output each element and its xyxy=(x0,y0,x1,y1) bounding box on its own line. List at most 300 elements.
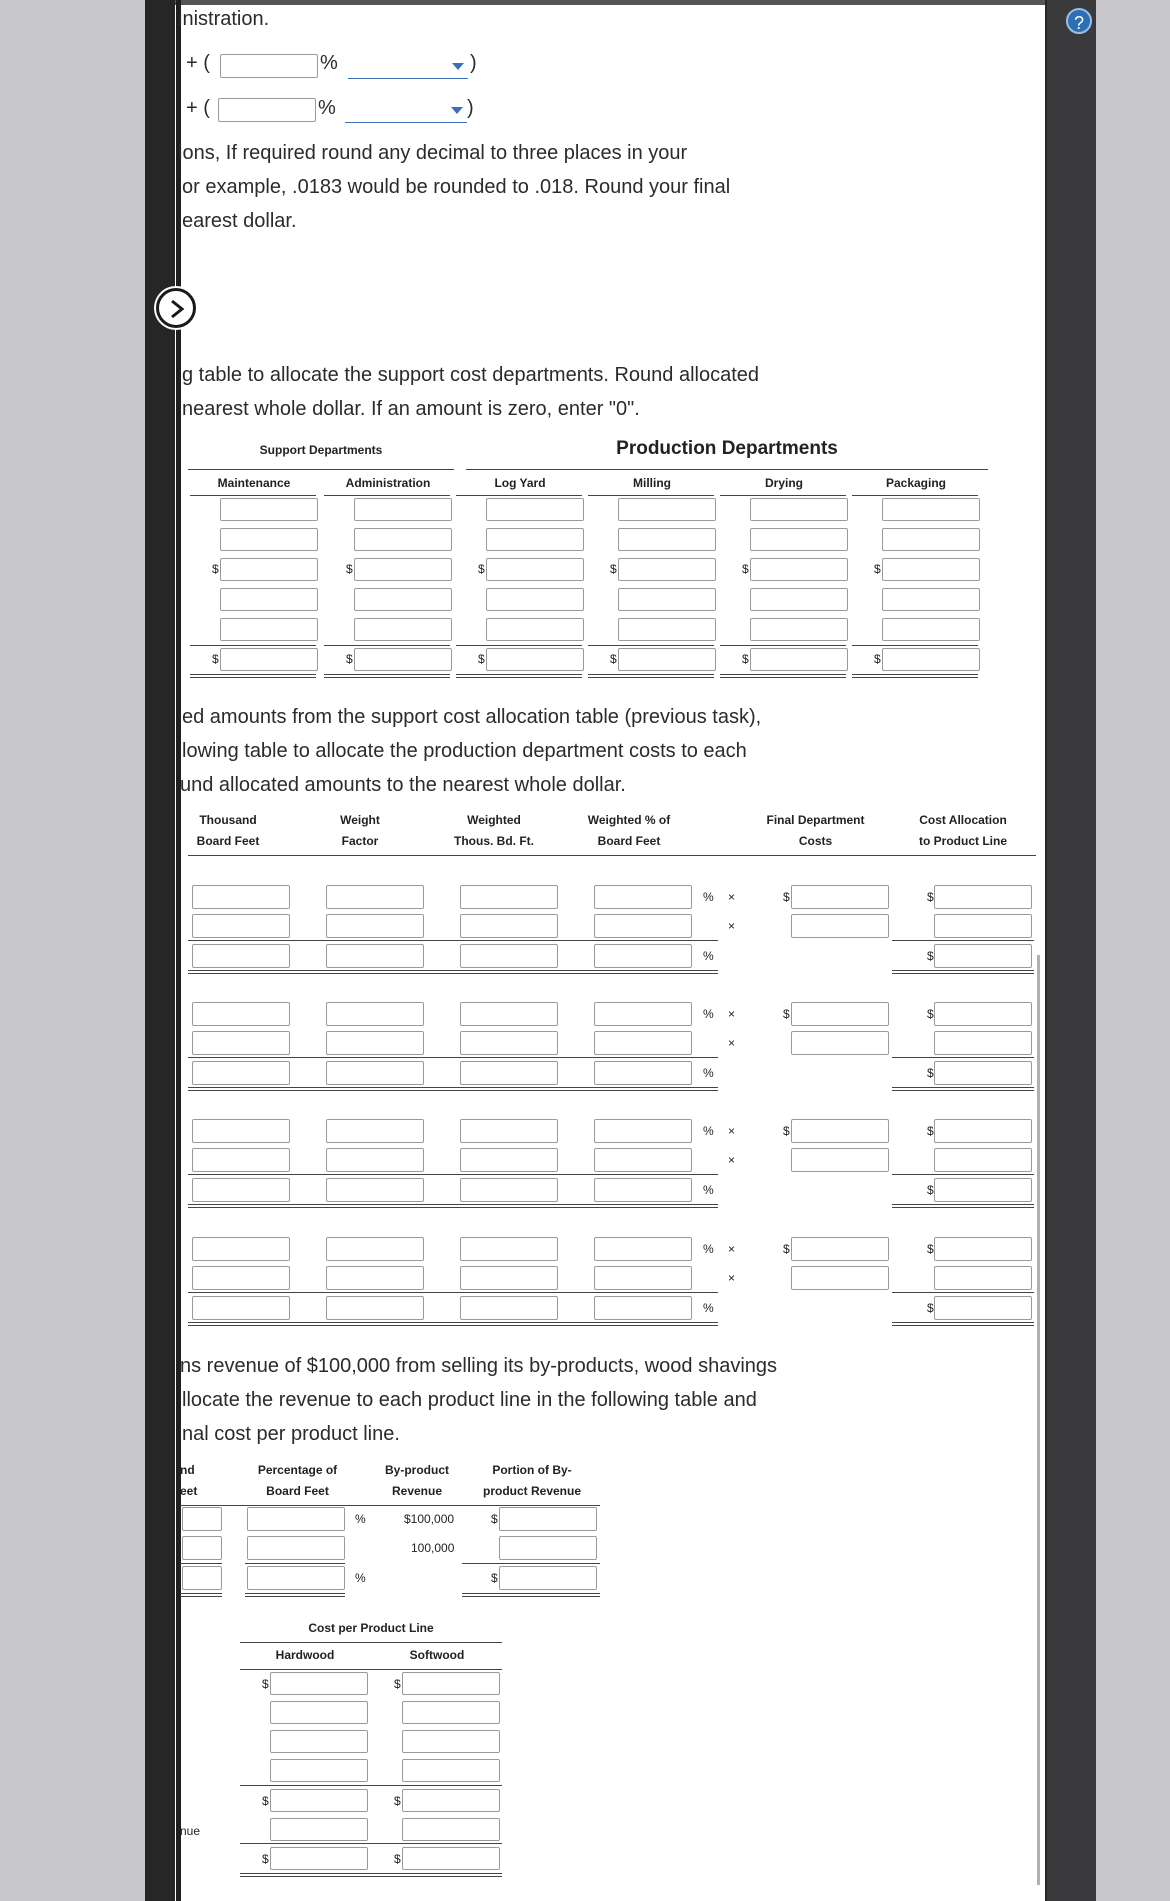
allocation-input[interactable] xyxy=(460,1178,558,1202)
allocation-input[interactable] xyxy=(594,914,692,938)
currency-sign: $ xyxy=(478,562,485,576)
currency-sign: $ xyxy=(346,652,353,666)
total-rule xyxy=(188,1292,718,1293)
currency-sign: $ xyxy=(783,1242,790,1256)
row1-plus: + ( xyxy=(186,52,210,74)
total-rule xyxy=(588,645,714,646)
percent-sign: % xyxy=(703,1242,714,1256)
product-cost-input[interactable] xyxy=(402,1789,500,1812)
allocation-input[interactable] xyxy=(460,1296,558,1320)
row2-plus: + ( xyxy=(186,97,210,119)
cost-allocation-input[interactable] xyxy=(934,885,1032,909)
support-departments-header: Support Departments xyxy=(259,443,383,457)
final-cost-input[interactable] xyxy=(791,1237,889,1261)
allocation-input[interactable] xyxy=(460,1061,558,1085)
allocation-input[interactable] xyxy=(882,618,980,641)
allocation-input[interactable] xyxy=(326,1178,424,1202)
allocation-input[interactable] xyxy=(594,1266,692,1290)
part5-title-rule xyxy=(240,1642,502,1643)
allocation-input[interactable] xyxy=(192,1031,290,1055)
panel-left-border xyxy=(176,0,181,1901)
total-input[interactable] xyxy=(750,648,848,671)
header-line: Board Feet xyxy=(266,1484,329,1498)
part2-instruction-2: nearest whole dollar. If an amount is zero, enter "0". xyxy=(182,398,640,420)
chevron-right-icon xyxy=(169,299,185,319)
total-input[interactable] xyxy=(486,648,584,671)
allocation-input[interactable] xyxy=(618,588,716,611)
total-input[interactable] xyxy=(354,648,452,671)
final-cost-input[interactable] xyxy=(791,1266,889,1290)
allocation-input[interactable] xyxy=(192,944,290,968)
header-line: Board Feet xyxy=(597,834,661,848)
currency-sign: $ xyxy=(262,1852,269,1866)
total-double-rule xyxy=(188,1087,718,1091)
col-weighted-thous xyxy=(444,810,544,852)
allocation-input[interactable] xyxy=(460,944,558,968)
product-cost-input[interactable] xyxy=(402,1818,500,1841)
part1-text-top: inistration. xyxy=(178,8,270,30)
final-cost-input[interactable] xyxy=(791,1119,889,1143)
part4-instruction-3: nal cost per product line. xyxy=(182,1423,400,1445)
currency-sign: $ xyxy=(783,890,790,904)
allocation-input[interactable] xyxy=(220,558,318,581)
chevron-down-icon xyxy=(451,107,463,114)
board-feet-total-input[interactable] xyxy=(182,1566,222,1590)
board-feet-input[interactable] xyxy=(182,1536,222,1560)
allocation-input[interactable] xyxy=(460,1266,558,1290)
allocation-input[interactable] xyxy=(220,618,318,641)
allocation-input[interactable] xyxy=(326,1002,424,1026)
row2-percent-sign: % xyxy=(318,97,336,119)
side-scroll-column xyxy=(1047,0,1096,1901)
currency-sign: $ xyxy=(874,562,881,576)
column-header-5: Packaging xyxy=(885,476,947,490)
portion-total-input[interactable] xyxy=(499,1566,597,1590)
row1-dropdown[interactable] xyxy=(348,54,468,79)
allocation-input[interactable] xyxy=(354,498,452,521)
allocation-input[interactable] xyxy=(354,588,452,611)
part2-instruction-1: g table to allocate the support cost departments. Round allocated xyxy=(182,364,760,386)
allocation-input[interactable] xyxy=(882,558,980,581)
column-header-3: Milling xyxy=(633,476,671,490)
header-line: Revenue xyxy=(391,1484,443,1498)
col-cost-allocation xyxy=(903,810,1023,852)
allocation-input[interactable] xyxy=(326,914,424,938)
currency-sign: $ xyxy=(742,652,749,666)
product-cost-input[interactable] xyxy=(270,1730,368,1753)
allocation-input[interactable] xyxy=(486,618,584,641)
allocation-input[interactable] xyxy=(460,885,558,909)
inner-scrollbar[interactable] xyxy=(1037,955,1040,1885)
final-cost-input[interactable] xyxy=(791,1031,889,1055)
total-rule xyxy=(892,1057,1034,1058)
panel-top-border xyxy=(175,0,1045,5)
total-double-rule xyxy=(188,1204,718,1208)
currency-sign: $ xyxy=(742,562,749,576)
col-hardwood: Hardwood xyxy=(275,1648,335,1662)
allocation-input[interactable] xyxy=(594,885,692,909)
currency-sign: $ xyxy=(262,1677,269,1691)
portion-input[interactable] xyxy=(499,1507,597,1531)
column-rule xyxy=(852,495,978,496)
header-line: Weight xyxy=(340,813,380,827)
times-sign: × xyxy=(728,1242,736,1256)
allocation-input[interactable] xyxy=(460,1031,558,1055)
allocation-input[interactable] xyxy=(750,498,848,521)
part4-instruction-2: llocate the revenue to each product line in the following table and xyxy=(182,1389,757,1411)
allocation-input[interactable] xyxy=(486,558,584,581)
row2-close: ) xyxy=(467,97,474,119)
percent-sign: % xyxy=(703,1301,714,1315)
currency-sign: $ xyxy=(927,1242,934,1256)
currency-sign: $ xyxy=(394,1852,401,1866)
percent-sign: % xyxy=(703,949,714,963)
total-double-rule xyxy=(892,1322,1034,1326)
currency-sign: $ xyxy=(212,562,219,576)
column-rule xyxy=(190,495,316,496)
total-rule xyxy=(892,1292,1034,1293)
allocation-input[interactable] xyxy=(750,588,848,611)
allocation-input[interactable] xyxy=(460,1148,558,1172)
currency-sign: $ xyxy=(783,1124,790,1138)
product-cost-input[interactable] xyxy=(270,1847,368,1870)
allocation-input[interactable] xyxy=(192,1237,290,1261)
col-byproduct-revenue xyxy=(372,1460,462,1502)
times-sign: × xyxy=(728,890,736,904)
part3-instruction-1: ed amounts from the support cost allocation table (previous task), xyxy=(182,706,762,728)
total-double-rule xyxy=(852,674,978,678)
header-line: Board Feet xyxy=(196,834,260,848)
allocation-input[interactable] xyxy=(750,618,848,641)
currency-sign: $ xyxy=(478,652,485,666)
percent-sign: % xyxy=(703,1183,714,1197)
product-cost-input[interactable] xyxy=(270,1672,368,1695)
total-rule xyxy=(892,940,1034,941)
allocation-input[interactable] xyxy=(354,528,452,551)
col-final-dept-costs xyxy=(753,810,878,852)
percentage-input[interactable] xyxy=(247,1507,345,1531)
total-double-rule xyxy=(180,1593,222,1597)
total-double-rule xyxy=(188,970,718,974)
part3-instruction-3: und allocated amounts to the nearest whole dollar. xyxy=(180,774,626,796)
total-rule xyxy=(188,1174,718,1175)
times-sign: × xyxy=(728,919,736,933)
header-line: Portion of By- xyxy=(492,1463,572,1477)
product-cost-input[interactable] xyxy=(402,1730,500,1753)
cost-allocation-input[interactable] xyxy=(934,914,1032,938)
row2-dropdown[interactable] xyxy=(345,98,467,123)
allocation-input[interactable] xyxy=(220,588,318,611)
total-input[interactable] xyxy=(882,648,980,671)
percent-sign: % xyxy=(703,1124,714,1138)
allocation-input[interactable] xyxy=(326,1148,424,1172)
row1-percent-sign: % xyxy=(320,52,338,74)
cost-allocation-total-input[interactable] xyxy=(934,1178,1032,1202)
cost-allocation-input[interactable] xyxy=(934,1031,1032,1055)
allocation-input[interactable] xyxy=(192,1119,290,1143)
header-line: Weighted % of xyxy=(587,813,671,827)
cost-allocation-input[interactable] xyxy=(934,1002,1032,1026)
col-softwood: Softwood xyxy=(409,1648,465,1662)
percent-sign: % xyxy=(703,890,714,904)
allocation-input[interactable] xyxy=(192,885,290,909)
allocation-input[interactable] xyxy=(326,1266,424,1290)
cost-per-product-line-title: Cost per Product Line xyxy=(308,1621,434,1635)
header-line: Cost Allocation xyxy=(919,813,1007,827)
allocation-input[interactable] xyxy=(594,1296,692,1320)
currency-sign: $ xyxy=(927,890,934,904)
percentage-input[interactable] xyxy=(247,1536,345,1560)
subtotal-rule xyxy=(240,1785,502,1786)
col-thousand-board-feet xyxy=(188,810,268,852)
allocation-input[interactable] xyxy=(192,1178,290,1202)
chevron-down-icon xyxy=(452,63,464,70)
row-label-revenue: nue xyxy=(180,1824,201,1838)
allocation-input[interactable] xyxy=(354,558,452,581)
allocation-input[interactable] xyxy=(326,1061,424,1085)
header-line: By-product xyxy=(385,1463,449,1477)
column-rule xyxy=(720,495,846,496)
part3-header-rule xyxy=(188,855,1036,856)
allocation-input[interactable] xyxy=(618,618,716,641)
allocation-input[interactable] xyxy=(594,1031,692,1055)
cost-allocation-total-input[interactable] xyxy=(934,944,1032,968)
allocation-input[interactable] xyxy=(326,1237,424,1261)
product-cost-input[interactable] xyxy=(270,1759,368,1782)
col-weighted-pct xyxy=(574,810,684,852)
currency-sign: $ xyxy=(927,1183,934,1197)
header-line: Factor xyxy=(341,834,379,848)
row2-percent-input[interactable] xyxy=(218,98,316,122)
allocation-input[interactable] xyxy=(882,498,980,521)
allocation-input[interactable] xyxy=(354,618,452,641)
cost-allocation-input[interactable] xyxy=(934,1237,1032,1261)
part5-header-rule xyxy=(240,1669,502,1670)
total-rule xyxy=(180,1563,222,1564)
revenue-value-2: 100,000 xyxy=(411,1541,455,1555)
total-double-rule xyxy=(462,1593,600,1597)
board-feet-input[interactable] xyxy=(182,1507,222,1531)
help-icon[interactable]: ? xyxy=(1066,8,1092,34)
times-sign: × xyxy=(728,1153,736,1167)
allocation-input[interactable] xyxy=(618,528,716,551)
total-rule xyxy=(245,1563,345,1564)
header-line: Costs xyxy=(798,834,833,848)
allocation-input[interactable] xyxy=(750,558,848,581)
total-double-rule xyxy=(892,1204,1034,1208)
total-rule xyxy=(720,645,846,646)
product-cost-input[interactable] xyxy=(402,1672,500,1695)
allocation-input[interactable] xyxy=(486,528,584,551)
currency-sign: $ xyxy=(927,1301,934,1315)
final-cost-input[interactable] xyxy=(791,885,889,909)
final-cost-input[interactable] xyxy=(791,1148,889,1172)
part4-instruction-1: ns revenue of $100,000 from selling its by-products, wood shavings xyxy=(180,1355,778,1377)
allocation-input[interactable] xyxy=(486,498,584,521)
total-double-rule xyxy=(892,970,1034,974)
total-rule xyxy=(188,1057,718,1058)
allocation-input[interactable] xyxy=(326,1031,424,1055)
allocation-input[interactable] xyxy=(192,914,290,938)
allocation-input[interactable] xyxy=(460,1002,558,1026)
allocation-input[interactable] xyxy=(594,1119,692,1143)
total-double-rule xyxy=(245,1593,345,1597)
allocation-input[interactable] xyxy=(192,1061,290,1085)
header-line: Thousand xyxy=(199,813,257,827)
total-rule xyxy=(892,1174,1034,1175)
part3-instruction-2: lowing table to allocate the production department costs to each xyxy=(182,740,747,762)
currency-sign: $ xyxy=(610,652,617,666)
currency-sign: $ xyxy=(212,652,219,666)
allocation-input[interactable] xyxy=(460,1237,558,1261)
allocation-input[interactable] xyxy=(486,588,584,611)
allocation-input[interactable] xyxy=(882,588,980,611)
allocation-input[interactable] xyxy=(594,1061,692,1085)
header-line: nd xyxy=(180,1463,195,1477)
total-rule xyxy=(456,645,582,646)
column-rule xyxy=(324,495,450,496)
times-sign: × xyxy=(728,1124,736,1138)
header-line: Percentage of xyxy=(257,1463,338,1477)
allocation-input[interactable] xyxy=(326,944,424,968)
header-line: product Revenue xyxy=(482,1484,581,1498)
currency-sign: $ xyxy=(491,1571,498,1585)
times-sign: × xyxy=(728,1007,736,1021)
column-header-1: Administration xyxy=(345,476,431,490)
allocation-input[interactable] xyxy=(192,1148,290,1172)
allocation-input[interactable] xyxy=(192,1266,290,1290)
column-header-0: Maintenance xyxy=(217,476,291,490)
total-rule xyxy=(188,940,718,941)
header-line: Thous. Bd. Ft. xyxy=(454,834,534,848)
col-percentage-board-feet xyxy=(245,1460,350,1502)
cost-allocation-input[interactable] xyxy=(934,1119,1032,1143)
total-rule xyxy=(324,645,450,646)
times-sign: × xyxy=(728,1271,736,1285)
allocation-input[interactable] xyxy=(220,528,318,551)
product-cost-input[interactable] xyxy=(270,1818,368,1841)
header-line: to Product Line xyxy=(919,834,1007,848)
total-double-rule xyxy=(190,674,316,678)
total-input[interactable] xyxy=(618,648,716,671)
percent-sign: % xyxy=(355,1571,366,1585)
allocation-input[interactable] xyxy=(594,1148,692,1172)
cost-allocation-total-input[interactable] xyxy=(934,1061,1032,1085)
currency-sign: $ xyxy=(262,1794,269,1808)
product-cost-input[interactable] xyxy=(402,1759,500,1782)
currency-sign: $ xyxy=(927,1066,934,1080)
column-header-2: Log Yard xyxy=(494,476,546,490)
total-rule xyxy=(240,1843,502,1844)
cost-allocation-input[interactable] xyxy=(934,1148,1032,1172)
allocation-input[interactable] xyxy=(326,1119,424,1143)
currency-sign: $ xyxy=(783,1007,790,1021)
allocation-input[interactable] xyxy=(618,558,716,581)
header-line: Weighted xyxy=(467,813,521,827)
currency-sign: $ xyxy=(610,562,617,576)
product-cost-input[interactable] xyxy=(270,1789,368,1812)
allocation-input[interactable] xyxy=(750,528,848,551)
total-double-rule xyxy=(240,1873,502,1877)
allocation-input[interactable] xyxy=(594,1237,692,1261)
total-double-rule xyxy=(892,1087,1034,1091)
allocation-input[interactable] xyxy=(882,528,980,551)
cost-allocation-input[interactable] xyxy=(934,1266,1032,1290)
allocation-input[interactable] xyxy=(460,914,558,938)
total-double-rule xyxy=(720,674,846,678)
allocation-input[interactable] xyxy=(326,1296,424,1320)
allocation-input[interactable] xyxy=(594,944,692,968)
total-double-rule xyxy=(188,1322,718,1326)
col-weight-factor xyxy=(320,810,400,852)
allocation-input[interactable] xyxy=(220,498,318,521)
col-portion-byproduct xyxy=(472,1460,592,1502)
total-input[interactable] xyxy=(220,648,318,671)
col-board-feet-partial xyxy=(180,1460,202,1502)
column-rule xyxy=(456,495,582,496)
part1-instruction-3: earest dollar. xyxy=(182,210,297,232)
revenue-value-1: $100,000 xyxy=(404,1512,455,1526)
currency-sign: $ xyxy=(927,1124,934,1138)
product-cost-input[interactable] xyxy=(402,1701,500,1724)
header-line: eet xyxy=(180,1484,198,1498)
percentage-total-input[interactable] xyxy=(247,1566,345,1590)
allocation-input[interactable] xyxy=(192,1296,290,1320)
portion-input[interactable] xyxy=(499,1536,597,1560)
currency-sign: $ xyxy=(394,1794,401,1808)
currency-sign: $ xyxy=(394,1677,401,1691)
row1-percent-input[interactable] xyxy=(220,54,318,78)
currency-sign: $ xyxy=(874,652,881,666)
total-double-rule xyxy=(456,674,582,678)
next-part-button[interactable] xyxy=(156,288,196,328)
currency-sign: $ xyxy=(927,949,934,963)
currency-sign: $ xyxy=(346,562,353,576)
allocation-input[interactable] xyxy=(594,1178,692,1202)
percent-sign: % xyxy=(355,1512,366,1526)
product-cost-input[interactable] xyxy=(402,1847,500,1870)
final-cost-input[interactable] xyxy=(791,1002,889,1026)
header-line: Final Department xyxy=(766,813,865,827)
production-header-rule xyxy=(466,469,988,470)
allocation-input[interactable] xyxy=(326,885,424,909)
part4-header-rule xyxy=(180,1505,600,1506)
percent-sign: % xyxy=(703,1007,714,1021)
row1-close: ) xyxy=(470,52,477,74)
final-cost-input[interactable] xyxy=(791,914,889,938)
total-double-rule xyxy=(324,674,450,678)
cost-allocation-total-input[interactable] xyxy=(934,1296,1032,1320)
allocation-input[interactable] xyxy=(192,1002,290,1026)
column-rule xyxy=(588,495,714,496)
allocation-input[interactable] xyxy=(594,1002,692,1026)
total-rule xyxy=(462,1563,600,1564)
times-sign: × xyxy=(728,1036,736,1050)
production-departments-header: Production Departments xyxy=(616,438,838,459)
column-header-4: Drying xyxy=(764,476,803,490)
currency-sign: $ xyxy=(491,1512,498,1526)
allocation-input[interactable] xyxy=(460,1119,558,1143)
currency-sign: $ xyxy=(927,1007,934,1021)
support-header-rule xyxy=(188,469,454,470)
part1-instruction-2: or example, .0183 would be rounded to .018. Round your final xyxy=(182,176,731,198)
percent-sign: % xyxy=(703,1066,714,1080)
allocation-input[interactable] xyxy=(618,498,716,521)
total-double-rule xyxy=(588,674,714,678)
total-rule xyxy=(190,645,316,646)
part1-instruction-1: ions, If required round any decimal to three places in your xyxy=(178,142,688,164)
product-cost-input[interactable] xyxy=(270,1701,368,1724)
